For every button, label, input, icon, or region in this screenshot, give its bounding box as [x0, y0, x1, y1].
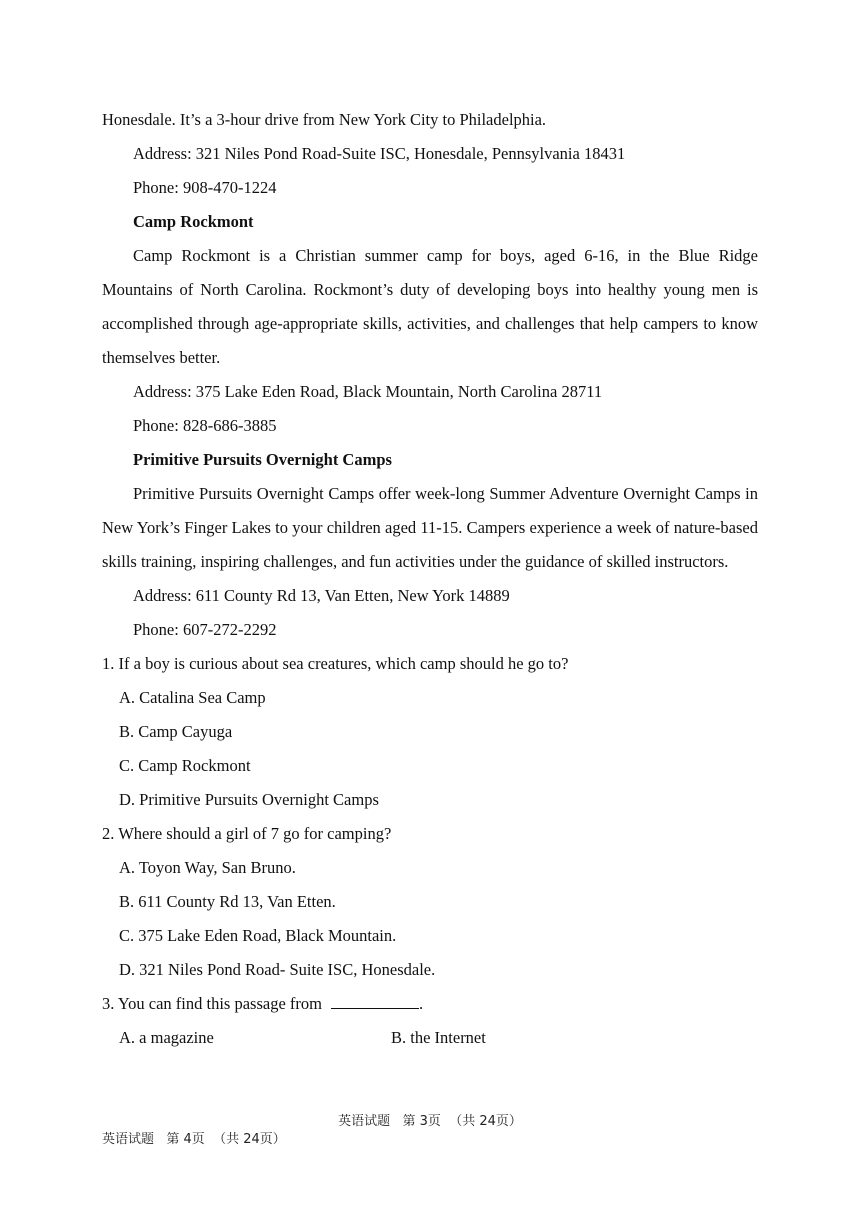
question-1-stem: 1. If a boy is curious about sea creatures, which camp should he go to?	[102, 654, 569, 673]
question-1-option-b: B. Camp Cayuga	[119, 722, 233, 741]
question-1-option-a: A. Catalina Sea Camp	[119, 688, 266, 707]
camp2-phone: Phone: 828-686-3885	[133, 416, 277, 435]
answer-blank	[331, 992, 419, 1010]
page-content	[102, 103, 758, 1055]
question-2-option-c: C. 375 Lake Eden Road, Black Mountain.	[119, 926, 397, 945]
camp3-address: Address: 611 County Rd 13, Van Etten, New York 14889	[133, 586, 510, 605]
page-footer-left: 英语试题 第 4页 （共 24页）	[102, 1132, 286, 1147]
passage-intro-tail: Honesdale. It’s a 3-hour drive from New York City to Philadelphia.	[102, 110, 547, 129]
question-2-option-b: B. 611 County Rd 13, Van Etten.	[119, 892, 336, 911]
camp2-body: Camp Rockmont is a Christian summer camp for boys, aged 6-16, in the Blue Ridge Mountains of North Carolina. Rockmont’s duty of developing boys into healthy young men is accomplished through age-appropriate skills, activities, and challenges that help campers to know themselves better.	[102, 246, 758, 367]
page-footer-center: 英语试题 第 3页 （共 24页）	[338, 1114, 522, 1129]
question-2-stem: 2. Where should a girl of 7 go for camping?	[102, 824, 392, 843]
question-3-stem: 3. You can find this passage from	[102, 994, 322, 1013]
question-2-option-a: A. Toyon Way, San Bruno.	[119, 858, 296, 877]
camp3-body: Primitive Pursuits Overnight Camps offer week-long Summer Adventure Overnight Camps in New York’s Finger Lakes to your children aged 11-15. Campers experience a week of nature-based skills training, inspiring challenges, and fun activities under the guidance of skilled instructors.	[102, 484, 758, 571]
camp3-phone: Phone: 607-272-2292	[133, 620, 277, 639]
camp1-address: Address: 321 Niles Pond Road-Suite ISC, Honesdale, Pennsylvania 18431	[133, 144, 626, 163]
camp2-title: Camp Rockmont	[133, 212, 254, 231]
question-2-option-d: D. 321 Niles Pond Road- Suite ISC, Honesdale.	[119, 960, 436, 979]
question-3-option-b: B. the Internet	[391, 1028, 486, 1047]
question-3-options	[102, 1021, 758, 1055]
camp3-title: Primitive Pursuits Overnight Camps	[133, 450, 392, 469]
question-3	[102, 987, 758, 1021]
question-1-option-d: D. Primitive Pursuits Overnight Camps	[119, 790, 379, 809]
question-3-stem-end: .	[418, 994, 424, 1013]
question-3-option-a: A. a magazine	[119, 1028, 214, 1047]
question-1-option-c: C. Camp Rockmont	[119, 756, 251, 775]
camp2-address: Address: 375 Lake Eden Road, Black Mountain, North Carolina 28711	[133, 382, 603, 401]
camp1-phone: Phone: 908-470-1224	[133, 178, 277, 197]
